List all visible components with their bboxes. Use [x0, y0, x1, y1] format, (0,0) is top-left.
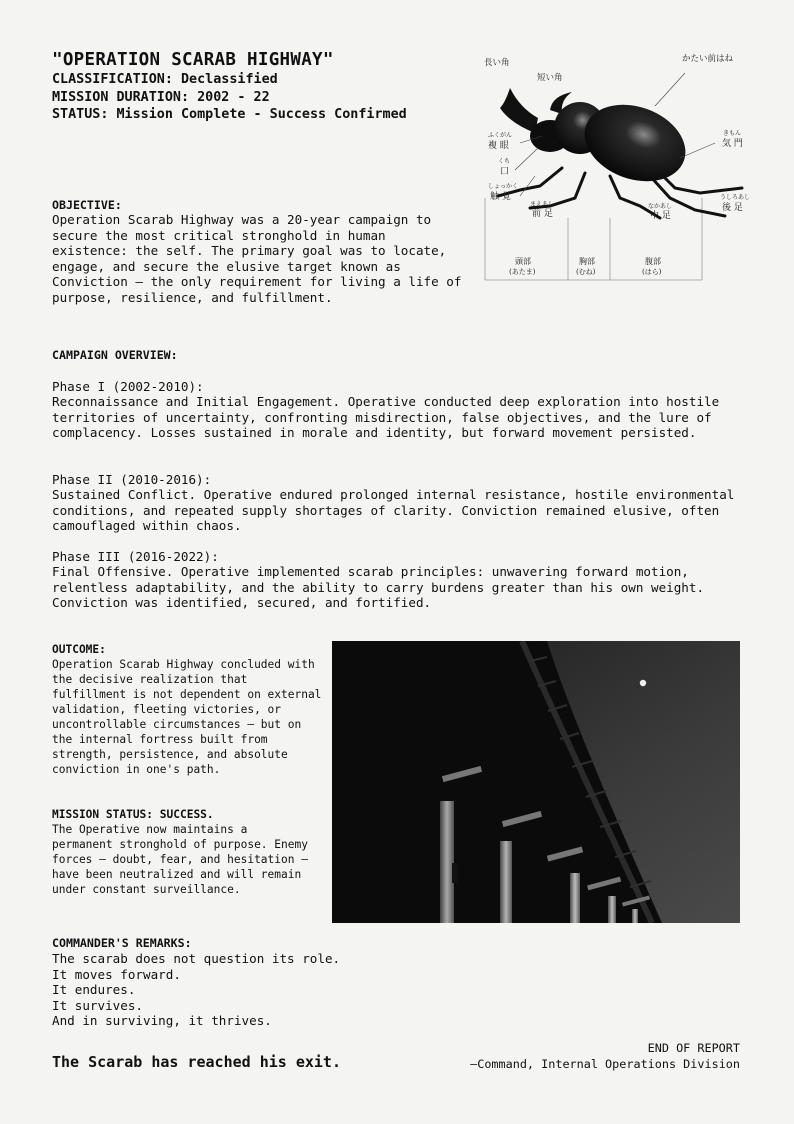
end-of-report: END OF REPORT — [647, 1041, 740, 1055]
label-head: 頭部 — [515, 257, 531, 266]
mission-status-heading: MISSION STATUS: SUCCESS. — [52, 808, 214, 821]
status-line: STATUS: Mission Complete - Success Confirmed — [52, 107, 407, 122]
label-long-horn: 長い角 — [484, 58, 510, 68]
beetle-anatomy-diagram — [480, 48, 755, 283]
label-abdomen-ruby: (はら) — [642, 268, 662, 276]
label-hindleg-ruby: うしろあし — [720, 194, 751, 201]
remarks-line: The scarab does not question its role. — [52, 951, 341, 966]
label-foreleg-ruby: まえあし — [530, 201, 555, 208]
remarks-line: It endures. — [52, 982, 136, 997]
mission-duration-line: MISSION DURATION: 2002 - 22 — [52, 90, 270, 105]
objective-text: Operation Scarab Highway was a 20-year campaign to secure the most critical stronghold in human existence: the self. The primary goal was to locate, engage, and secure the elusive target known as Conviction — the only requirement for living a life of purpose, resilience, and fulfillment. — [52, 212, 462, 305]
label-hard-wings: かたい前はね — [682, 54, 734, 64]
label-mouth: 口 — [500, 167, 510, 177]
remarks-line: And in surviving, it thrives. — [52, 1013, 272, 1028]
label-chest-ruby: (むね) — [576, 268, 596, 276]
document-title: "OPERATION SCARAB HIGHWAY" — [52, 50, 334, 70]
remarks-lines — [52, 951, 472, 1029]
label-head-ruby: (あたま) — [509, 268, 536, 276]
remarks-line: It moves forward. — [52, 966, 181, 982]
remarks-line: It survives. — [52, 997, 143, 1013]
temple-night-photo — [332, 641, 740, 923]
label-antenna: 触 覚 — [490, 192, 511, 202]
outcome-heading: OUTCOME: — [52, 643, 106, 656]
label-midleg-ruby: なかあし — [648, 203, 673, 210]
closing-tagline: The Scarab has reached his exit. — [52, 1053, 341, 1071]
label-mouth-ruby: くち — [498, 158, 511, 165]
label-compound-eye: 複 眼 — [488, 141, 509, 151]
phase-2-text: Sustained Conflict. Operative endured prolonged internal resistance, hostile environmental conditions, and repeated supply shortages of clarity. Conviction remained elusive, often camouflaged within chaos. — [52, 487, 735, 533]
label-antenna-ruby: しょっかく — [488, 183, 519, 190]
phase-1-text: Reconnaissance and Initial Engagement. Operative conducted deep exploration into hostile territories of uncertainty, confronting misdirection, false objectives, and the lure of complacency. Losses sustained in morale and identity, but forward movement persisted. — [52, 394, 720, 440]
remarks-heading: COMMANDER'S REMARKS: — [52, 936, 192, 950]
phase-3-text: Final Offensive. Operative implemented scarab principles: unwavering forward motion, relentless adaptability, and the ability to carry burdens greater than his own weight. Conviction was identified, secured, and fortified. — [52, 564, 705, 610]
outcome-text: Operation Scarab Highway concluded with the decisive realization that fulfillment is not dependent on external validation, fleeting victories, or uncontrollable circumstances — but on the internal fortress built from strength, persistence, and absolute conviction in one's path. — [52, 658, 322, 776]
signature: —Command, Internal Operations Division — [470, 1056, 740, 1071]
campaign-heading: CAMPAIGN OVERVIEW: — [52, 348, 178, 362]
label-abdomen: 腹部 — [645, 257, 661, 266]
label-spiracle: 気 門 — [722, 139, 743, 149]
label-short-horn: 短い角 — [537, 73, 563, 83]
label-chest: 胸部 — [579, 257, 595, 266]
classification-line: CLASSIFICATION: Declassified — [52, 72, 278, 87]
mission-status-text: The Operative now maintains a permanent stronghold of purpose. Enemy forces — doubt, fear, and hesitation — have been neutralized and will remain under constant surveillance. — [52, 823, 308, 896]
label-spiracle-ruby: きもん — [723, 130, 742, 137]
report-signoff — [470, 1041, 740, 1072]
objective-heading: OBJECTIVE: — [52, 198, 122, 212]
label-compound-eye-ruby: ふくがん — [488, 132, 513, 139]
phase-2-title: Phase II (2010-2016): — [52, 472, 212, 487]
label-foreleg: 前 足 — [532, 209, 553, 219]
label-midleg: 中 足 — [650, 211, 671, 221]
phase-3-title: Phase III (2016-2022): — [52, 549, 219, 564]
label-hindleg: 後 足 — [722, 203, 743, 213]
phase-1-title: Phase I (2002-2010): — [52, 379, 204, 394]
